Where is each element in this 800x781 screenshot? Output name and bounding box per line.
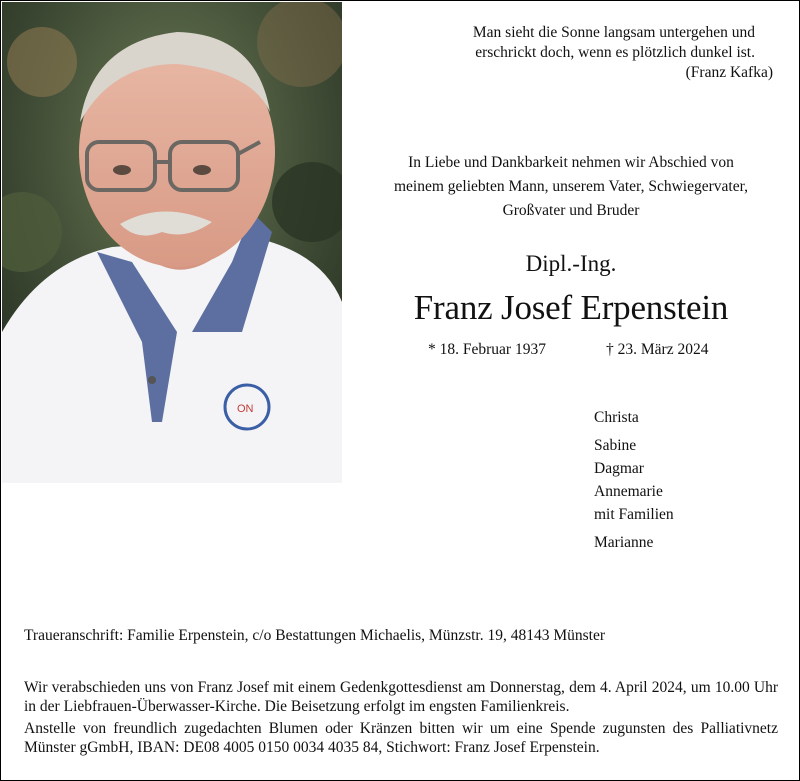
intro-line: In Liebe und Dankbarkeit nehmen wir Abschied von (408, 154, 734, 171)
survivor-name: Sabine (594, 437, 637, 454)
survivor-name: mit Familien (594, 506, 674, 523)
death-date: † 23. März 2024 (606, 341, 709, 358)
intro-line: Großvater und Bruder (502, 202, 640, 219)
survivor-name: Dagmar (594, 460, 644, 477)
survivor-name: Annemarie (594, 483, 663, 500)
service-notice: Wir verabschieden uns von Franz Josef mit einem Gedenkgottesdienst am Donnerstag, dem 4. April 2024, um 10.00 Uhr in der Liebfrauen-Überwasser-Kirche. Die Beisetzung erfolgt im engsten Familienkreis. (24, 679, 778, 715)
mourning-address: Traueranschrift: Familie Erpenstein, c/o Bestattungen Michaelis, Münzstr. 19, 48143 Münster (24, 627, 606, 644)
farewell-intro (351, 151, 791, 223)
donation-notice: Anstelle von freundlich zugedachten Blumen oder Kränzen bitten wir um eine Spende zugunsten des Palliativnetz Münster gGmbH, IBAN: DE08 4005 0150 0034 4035 84, Stichwort: Franz Josef Erpenstein. (24, 720, 778, 756)
deceased-name: Franz Josef Erpenstein (413, 288, 729, 327)
quote-author: (Franz Kafka) (685, 64, 773, 81)
portrait-photo (2, 2, 342, 483)
svg-text:ON: ON (237, 403, 254, 415)
kafka-quote (413, 23, 773, 83)
intro-line: meinem geliebten Mann, unserem Vater, Schwiegervater, (394, 178, 748, 195)
survivor-name: Christa (594, 409, 639, 426)
survivors-list (594, 406, 674, 554)
quote-line: erschrickt doch, wenn es plötzlich dunkel ist. (475, 44, 755, 61)
birth-date: * 18. Februar 1937 (428, 341, 546, 358)
survivor-name: Marianne (594, 534, 654, 551)
academic-title: Dipl.-Ing. (525, 251, 617, 276)
quote-line: Man sieht die Sonne langsam untergehen und (472, 24, 755, 41)
